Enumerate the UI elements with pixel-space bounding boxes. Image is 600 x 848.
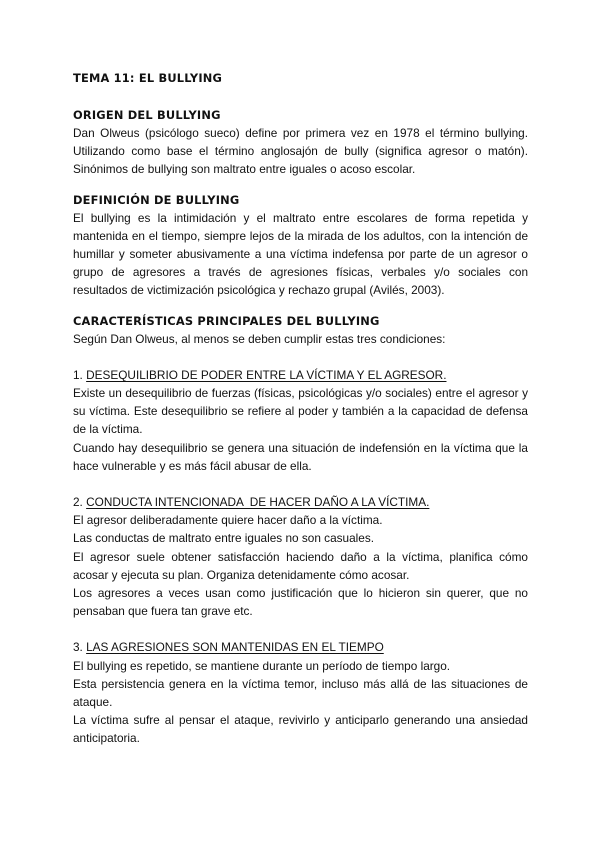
paragraph-definicion: El bullying es la intimidación y el maltrato entre escolares de forma repetida y mantenida en el tiempo, siempre lejos de la mirada de los adultos, con la intención de humillar y someter abusivamente a una víctima indefensa por parte de un agresor o grupo de agresores a través de agresiones físicas, verbales y/o sociales con resultados de victimización psicológica y rechazo grupal (Avilés, 2003).	[73, 210, 528, 298]
condition-2-number: 2.	[73, 495, 87, 510]
section-heading-caracteristicas: CARACTERÍSTICAS PRINCIPALES DEL BULLYING	[73, 313, 380, 328]
section-heading-origen: ORIGEN DEL BULLYING	[73, 108, 221, 122]
condition-2-paragraph: Las conductas de maltrato entre iguales no son casuales.	[73, 531, 375, 546]
condition-3-heading	[73, 638, 528, 656]
condition-2-heading	[73, 493, 528, 511]
condition-1-paragraph: Existe un desequilibrio de fuerzas (físicas, psicológicas y/o sociales) entre el agresor y su víctima. Este desequilibrio se refiere al poder y también a la capacidad de defensa de la víctima.	[73, 386, 528, 437]
condition-1-paragraph: Cuando hay desequilibrio se genera una situación de indefensión en la víctima que la hace vulnerable y es más fácil abusar de ella.	[73, 440, 528, 473]
condition-1-number: 1.	[73, 367, 87, 382]
section-caracteristicas	[73, 314, 528, 748]
condition-2-paragraph: El agresor suele obtener satisfacción haciendo daño a la víctima, planifica cómo acosar y ejecuta su plan. Organiza detenidamente cómo acosar.	[73, 549, 528, 582]
condition-3-number: 3.	[73, 640, 87, 655]
condition-3	[73, 638, 528, 747]
section-definicion	[73, 193, 528, 300]
condition-2-paragraph: El agresor deliberadamente quiere hacer daño a la víctima.	[73, 513, 383, 528]
condition-2-title: CONDUCTA INTENCIONADA DE HACER DAÑO A LA VÍCTIMA.	[86, 495, 430, 510]
condition-1-heading	[73, 366, 528, 384]
document-title: TEMA 11: EL BULLYING	[73, 71, 223, 85]
condition-3-paragraph: La víctima sufre al pensar el ataque, revivirlo y anticiparlo generando una ansiedad anticipatoria.	[73, 713, 528, 746]
document-page	[73, 71, 528, 766]
section-heading-definicion: DEFINICIÓN DE BULLYING	[73, 192, 240, 207]
condition-2-paragraph: Los agresores a veces usan como justificación que lo hicieron sin querer, que no pensaban que fuera tan grave etc.	[73, 586, 528, 619]
paragraph-caracteristicas-intro: Según Dan Olweus, al menos se deben cumplir estas tres condiciones:	[73, 331, 446, 346]
condition-1-title: DESEQUILIBRIO DE PODER ENTRE LA VÍCTIMA Y EL AGRESOR.	[86, 367, 447, 382]
condition-1	[73, 366, 528, 475]
condition-3-title: LAS AGRESIONES SON MANTENIDAS EN EL TIEMPO	[86, 640, 384, 655]
condition-3-paragraph: El bullying es repetido, se mantiene durante un período de tiempo largo.	[73, 658, 451, 673]
section-origen	[73, 108, 528, 179]
condition-2	[73, 493, 528, 620]
paragraph-origen: Dan Olweus (psicólogo sueco) define por primera vez en 1978 el término bullying. Utilizando como base el término anglosajón de bully (significa agresor o matón). Sinónimos de bullying son maltrato entre iguales o acoso escolar.	[73, 126, 528, 177]
condition-3-paragraph: Esta persistencia genera en la víctima temor, incluso más allá de las situaciones de ataque.	[73, 676, 528, 710]
